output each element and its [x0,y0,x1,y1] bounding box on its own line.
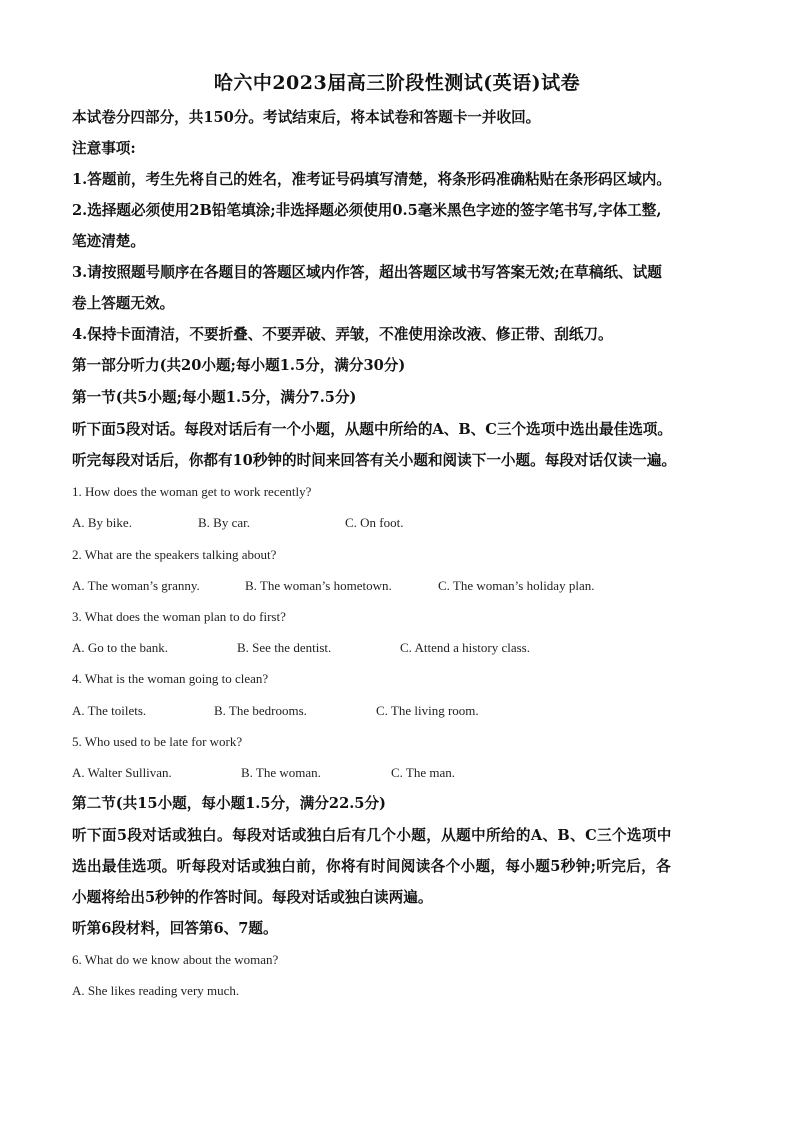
section2-instruction-1: 听下面5段对话或独白。每段对话或独白后有几个小题，从题中所给的A、B、C三个选项中 [72,827,672,844]
exam-intro: 本试卷分四部分，共150分。考试结束后，将本试卷和答题卡一并收回。 [72,109,541,126]
section1-instruction-1: 听下面5段对话。每段对话后有一个小题，从题中所给的A、B、C三个选项中选出最佳选项。 [72,421,672,438]
notice-4: 4.保持卡面清洁，不要折叠、不要弄破、弄皱，不准使用涂改液、修正带、刮纸刀。 [72,326,613,343]
question-3: 3. What does the woman plan to do first? [72,609,286,624]
question-6: 6. What do we know about the woman? [72,952,279,967]
section2-instruction-2: 选出最佳选项。听每段对话或独白前，你将有时间阅读各个小题，每小题5秒钟;听完后，各 [72,858,672,875]
question-2-option-a: A. The woman’s granny. [72,578,200,593]
question-1-option-a: A. By bike. [72,515,132,530]
question-4-option-c: C. The living room. [376,703,479,718]
question-1-option-b: B. By car. [198,515,250,530]
question-5-option-c: C. The man. [391,765,456,780]
notice-2-continued: 笔迹清楚。 [72,233,145,250]
material-6-heading: 听第6段材料，回答第6、7题。 [72,920,278,937]
question-4: 4. What is the woman going to clean? [72,671,269,686]
question-4-option-b: B. The bedrooms. [214,703,307,718]
question-3-option-b: B. See the dentist. [237,640,332,655]
notice-2: 2.选择题必须使用2B铅笔填涂;非选择题必须使用0.5毫米黑色字迹的签字笔书写,字体工整, [72,202,662,219]
question-2-option-c: C. The woman’s holiday plan. [438,578,595,593]
section1-instruction-2: 听完每段对话后，你都有10秒钟的时间来回答有关小题和阅读下一小题。每段对话仅读一遍。 [72,452,677,469]
question-5: 5. Who used to be late for work? [72,734,243,749]
question-4-option-a: A. The toilets. [72,703,147,718]
notice-heading: 注意事项: [72,140,136,157]
question-2-option-b: B. The woman’s hometown. [245,578,392,593]
question-3-option-c: C. Attend a history class. [400,640,530,655]
question-1-option-c: C. On foot. [345,515,404,530]
section1-heading: 第一节(共5小题;每小题1.5分，满分7.5分) [72,389,357,406]
question-1: 1. How does the woman get to work recently? [72,484,312,499]
part1-heading: 第一部分听力(共20小题;每小题1.5分，满分30分) [72,357,406,374]
notice-3-continued: 卷上答题无效。 [72,295,175,312]
exam-title: 哈六中2023届高三阶段性测试(英语)试卷 [213,72,581,94]
question-5-option-a: A. Walter Sullivan. [72,765,172,780]
question-2: 2. What are the speakers talking about? [72,547,277,562]
question-3-option-a: A. Go to the bank. [72,640,169,655]
section2-heading: 第二节(共15小题，每小题1.5分，满分22.5分) [72,795,386,812]
question-5-option-b: B. The woman. [241,765,321,780]
question-6-option-a: A. She likes reading very much. [72,983,240,998]
notice-3: 3.请按照题号顺序在各题目的答题区域内作答，超出答题区域书写答案无效;在草稿纸、试题 [72,264,662,281]
section2-instruction-3: 小题将给出5秒钟的作答时间。每段对话或独白读两遍。 [72,889,433,906]
notice-1: 1.答题前，考生先将自己的姓名，准考证号码填写清楚，将条形码准确粘贴在条形码区域内。 [72,171,671,188]
